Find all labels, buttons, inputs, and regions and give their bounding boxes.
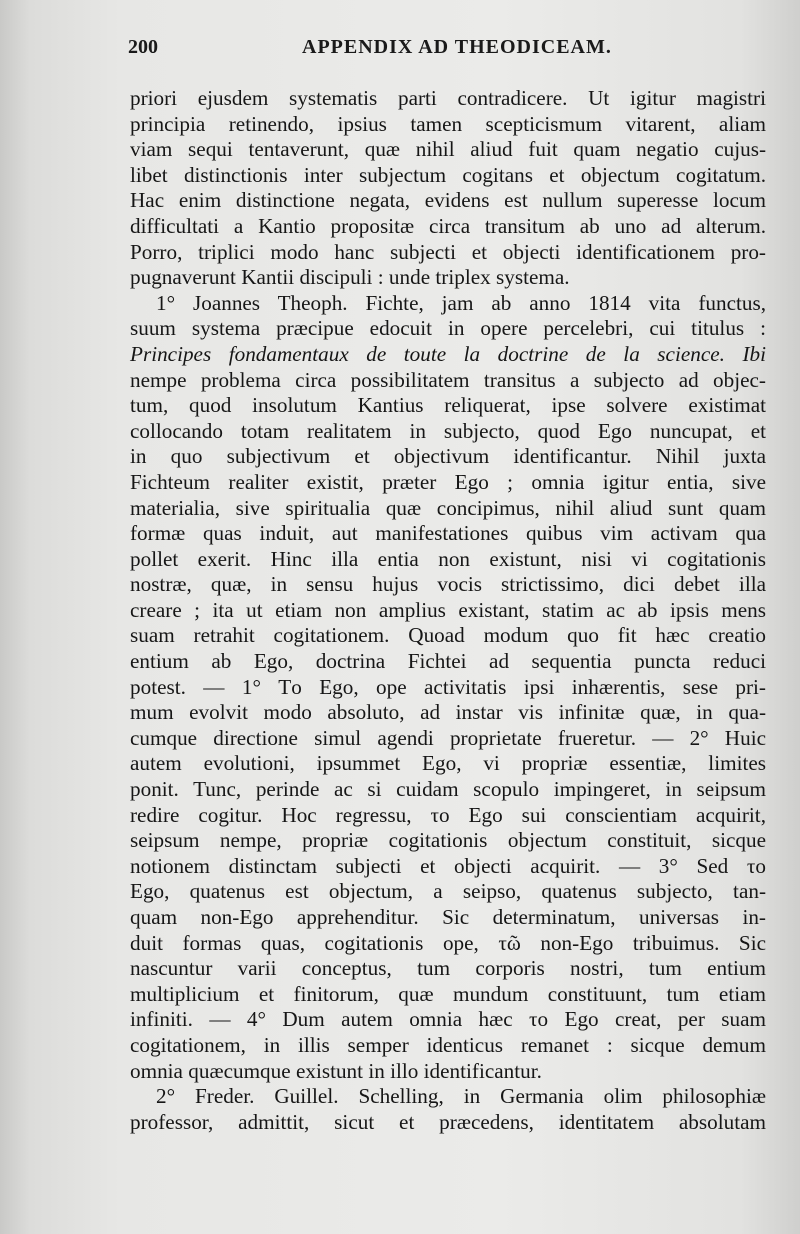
text-line: in quo subjectivum et objectivum identificantur. Nihil juxta [130, 444, 766, 469]
text-line: creare ; ita ut etiam non amplius existant, statim ac ab ipsis mens [130, 597, 766, 622]
text-line: pollet exerit. Hinc illa entia non existunt, nisi vi cogitationis [130, 546, 766, 571]
text-line: nostræ, quæ, in sensu hujus vocis strictissimo, dici debet illa [130, 572, 766, 597]
body-text [130, 86, 766, 1135]
text-line: Principes fondamentaux de toute la doctrine de la science. Ibi [130, 341, 766, 366]
text-line: quam non-Ego apprehenditur. Sic determinatum, universas in- [130, 905, 766, 929]
text-line: entium ab Ego, doctrina Fichtei ad sequentia puncta reduci [130, 649, 766, 674]
text-line: nempe problema circa possibilitatem transitus a subjecto ad objec- [130, 367, 766, 392]
running-head: APPENDIX AD THEODICEAM. [302, 36, 612, 58]
text-line: autem evolutioni, ipsummet Ego, vi propriæ essentiæ, limites [130, 751, 766, 776]
text-line: mum evolvit modo absoluto, ad instar vis infinitæ quæ, in qua- [130, 700, 766, 725]
text-line: Porro, triplici modo hanc subjecti et objecti identificationem pro- [130, 239, 766, 264]
text-line: difficultati a Kantio propositæ circa transitum ab uno ad alterum. [130, 213, 766, 238]
text-line: professor, admittit, sicut et præcedens, identitatem absolutam [130, 1109, 766, 1134]
text-line: materialia, sive spiritualia quæ concipimus, nihil aliud sunt quam [130, 495, 766, 520]
text-line: notionem distinctam subjecti et objecti acquirit. — 3° Sed τo [130, 853, 766, 878]
text-line: redire cogitur. Hoc regressu, τo Ego sui conscientiam acquirit, [130, 802, 766, 827]
text-line: ponit. Tunc, perinde ac si cuidam scopulo impingeret, in seipsum [130, 777, 766, 802]
text-line: viam sequi tentaverunt, quæ nihil aliud fuit quam negatio cujus- [130, 137, 766, 162]
text-line: multiplicium et finitorum, quæ mundum constituunt, tum etiam [130, 981, 766, 1006]
text-line: omnia quæcumque existunt in illo identificantur. [130, 1058, 542, 1083]
text-line: 2° Freder. Guillel. Schelling, in Germania olim philosophiæ [156, 1084, 766, 1109]
text-line: suam retrahit cogitationem. Quoad modum quo fit hæc creatio [130, 623, 766, 648]
text-line: duit formas quas, cogitationis ope, τῶ non-Ego tribuimus. Sic [130, 930, 766, 955]
page-number: 200 [128, 36, 158, 58]
text-line: libet distinctionis inter subjectum cogitans et objectum cogitatum. [130, 162, 766, 187]
text-line: collocando totam realitatem in subjecto, quod Ego nuncupat, et [130, 418, 766, 443]
text-line: Hac enim distinctione negata, evidens est nullum superesse locum [130, 188, 766, 213]
text-line: tum, quod insolutum Kantius reliquerat, ipse solvere existimat [130, 393, 766, 418]
text-line: formæ quas induit, aut manifestationes quibus vim activam qua [130, 521, 766, 546]
text-line: priori ejusdem systematis parti contradicere. Ut igitur magistri [130, 86, 766, 110]
text-line: Fichteum realiter existit, præter Ego ; omnia igitur entia, sive [130, 469, 766, 494]
text-line: cogitationem, in illis semper identicus remanet : sicque demum [130, 1032, 766, 1057]
text-line: pugnaverunt Kantii discipuli : unde triplex systema. [130, 265, 570, 290]
text-line: cumque directione simul agendi proprietate frueretur. — 2° Huic [130, 725, 766, 750]
text-line: principia retinendo, ipsius tamen scepticismum vitarent, aliam [130, 111, 766, 136]
text-line: nascuntur varii conceptus, tum corporis nostri, tum entium [130, 956, 766, 981]
text-line: infiniti. — 4° Dum autem omnia hæc τo Ego creat, per suam [130, 1007, 766, 1032]
text-line: 1° Joannes Theoph. Fichte, jam ab anno 1814 vita functus, [156, 290, 766, 315]
text-line: Ego, quatenus est objectum, a seipso, quatenus subjecto, tan- [130, 879, 766, 904]
text-line: suum systema præcipue edocuit in opere percelebri, cui titulus : [130, 316, 766, 341]
text-line: potest. — 1° Τo Ego, ope activitatis ipsi inhærentis, sese pri- [130, 674, 766, 699]
page-header [128, 36, 760, 66]
text-line: seipsum nempe, propriæ cogitationis objectum constituit, sicque [130, 828, 766, 853]
